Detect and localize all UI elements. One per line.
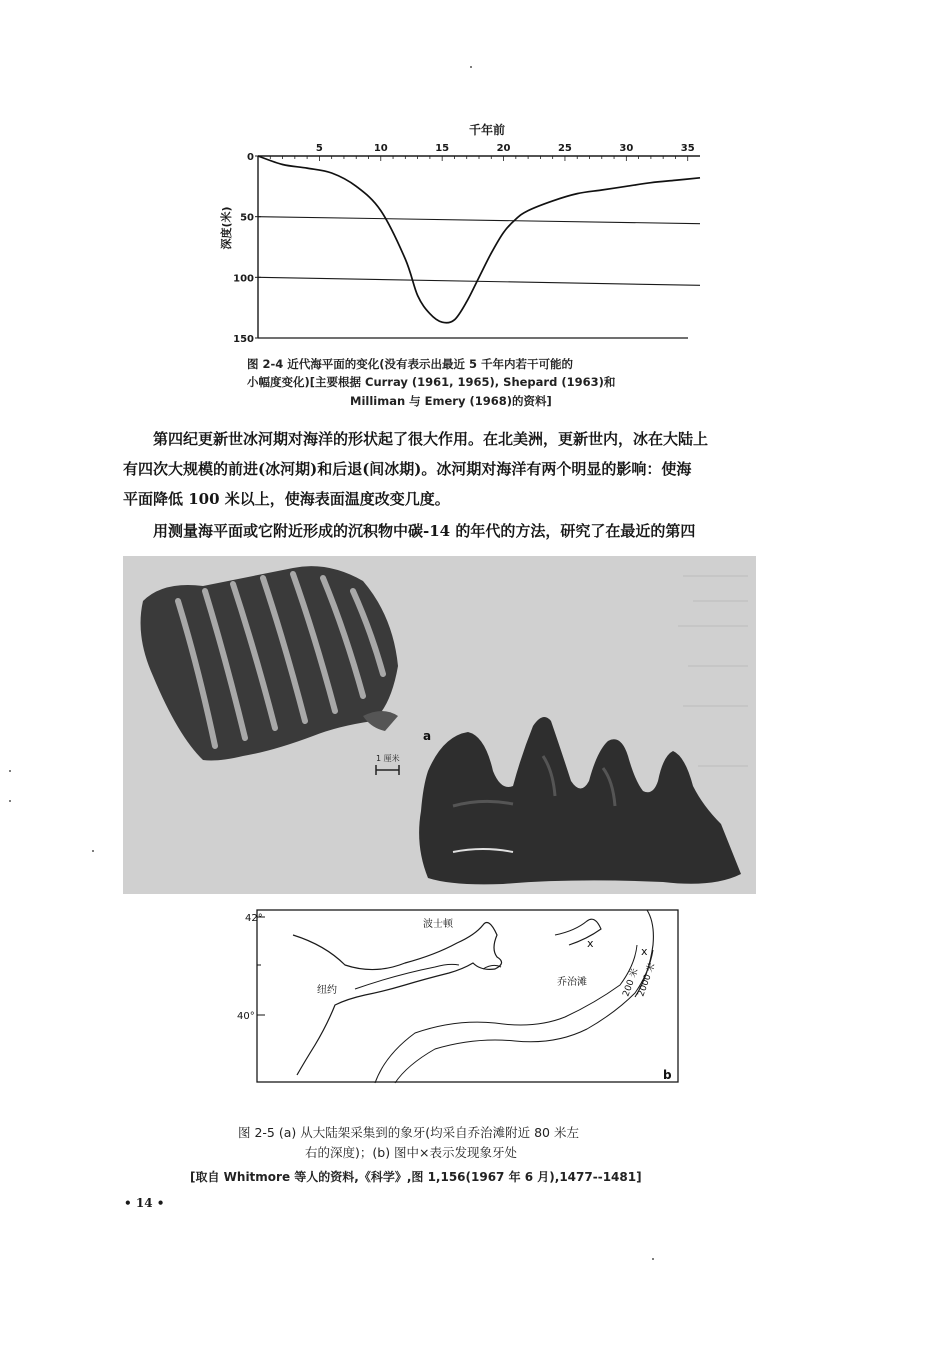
figure-2-4-caption-line-3: Milliman 与 Emery (1968)的资料] [350, 394, 552, 408]
chart-x-tick-label: 5 [315, 143, 323, 154]
sea-level-chart [215, 118, 715, 358]
figure-2-5-source: [取自 Whitmore 等人的资料,《科学》,图 1,156(1967 年 6 月),1477--1481] [190, 1170, 642, 1184]
scale-bar-label: 1 厘米 [376, 754, 400, 763]
chart-x-tick-label: 35 [680, 143, 695, 154]
scan-speck [470, 66, 472, 68]
body-text-line-4: 用测量海平面或它附近形成的沉积物中碳-14 的年代的方法，研究了在最近的第四 [153, 522, 696, 540]
place-new-york: 纽约 [317, 985, 337, 996]
map-label-b: b [663, 1068, 672, 1082]
latitude-40-label: 40° [237, 1011, 255, 1022]
place-georges-bank: 乔治滩 [557, 977, 587, 988]
sea-level-curve [258, 156, 700, 323]
scan-speck [92, 850, 94, 852]
find-marker-1: x [587, 937, 594, 950]
chart-y-axis-label: 深度(米) [220, 206, 233, 250]
scan-speck [9, 800, 11, 802]
chart-x-tick-label: 25 [557, 143, 572, 154]
body-text-line-3: 平面降低 100 米以上，使海表面温度改变几度。 [123, 490, 450, 508]
chart-x-tick-label: 15 [435, 143, 450, 154]
page-number: • 14 • [124, 1196, 165, 1210]
find-marker-2: x [641, 945, 648, 958]
figure-2-5-caption-line-1: 图 2-5 (a) 从大陆架采集到的象牙(均采自乔治滩附近 80 米左 [238, 1125, 579, 1140]
mammoth-teeth-photo [123, 556, 756, 894]
place-boston: 波士顿 [423, 919, 453, 930]
chart-x-tick-label: 10 [373, 143, 388, 154]
photo-label-a: a [423, 729, 432, 743]
figure-2-4-caption-line-2: 小幅度变化)[主要根据 Curray (1961, 1965), Shepard (1963)和 [247, 375, 616, 389]
chart-y-tick-label: 50 [240, 212, 254, 224]
chart-gridline [258, 217, 700, 224]
scan-speck [9, 770, 11, 772]
contour-200-label: 200 米 [621, 967, 641, 999]
chart-y-tick-label: 150 [233, 334, 254, 345]
figure-2-4-caption-line-1: 图 2-4 近代海平面的变化(没有表示出最近 5 千年内若干可能的 [247, 357, 574, 371]
latitude-42-label: 42° [245, 913, 263, 924]
chart-x-tick-label: 30 [619, 143, 634, 154]
chart-plot-area [233, 143, 700, 345]
contour-2000 [395, 950, 653, 1083]
body-text-line-2: 有四次大规模的前进(冰河期)和后退(间冰期)。冰河期对海洋有两个明显的影响：使海 [123, 460, 692, 478]
chart-top-label: 千年前 [468, 123, 506, 137]
body-text-line-1: 第四纪更新世冰河期对海洋的形状起了很大作用。在北美洲，更新世内，冰在大陆上 [153, 430, 709, 448]
scan-speck [652, 1258, 654, 1260]
contour-2000-label: 2000 米 [636, 961, 658, 999]
chart-x-tick-label: 20 [496, 143, 511, 154]
georges-bank-map [235, 905, 685, 1085]
figure-2-5-caption-line-2: 右的深度)；(b) 图中×表示发现象牙处 [305, 1145, 518, 1160]
chart-y-tick-label: 0 [247, 152, 254, 163]
chart-y-tick-label: 100 [233, 273, 254, 285]
coastline [293, 923, 502, 1075]
